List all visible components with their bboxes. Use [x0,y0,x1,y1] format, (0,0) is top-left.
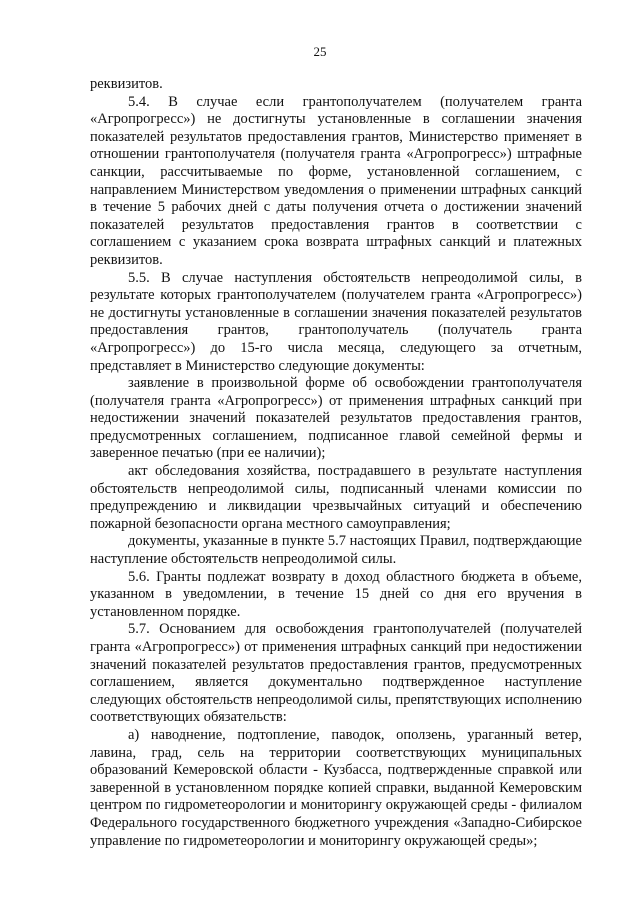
paragraph-5-5-statement: заявление в произвольной форме об освобождении грантополучателя (получателя гранта «Агропрогресс») от применения штрафных санкций при недостижении значений показателей результатов предоставления грантов, предусмотренных соглашением, подписанное главой семейной фермы и заверенное печатью (при ее наличии); [90,375,582,462]
paragraph-continuation: реквизитов. [90,76,163,92]
paragraph-5-4: 5.4. В случае если грантополучателем (получателем гранта «Агропрогресс») не достигнуты установленные в соглашении значения показателей результатов предоставления грантов, Министерство применяет в отношении грантополучателя (получателя гранта «Агропрогресс») штрафные санкции, рассчитываемые по форме, установленной соглашением, с направлением Министерством уведомления о применении штрафных санкций в течение 5 рабочих дней с даты получения отчета о достижении значений показателей результатов предоставления грантов в соответствии с соглашением с указанием срока возврата штрафных санкций и платежных реквизитов. [90,93,582,268]
paragraph-5-5-act: акт обследования хозяйства, пострадавшего в результате наступления обстоятельств непреодолимой силы, подписанный членами комиссии по предупреждению и ликвидации чрезвычайных ситуаций и обеспечению пожарной безопасности органа местного самоуправления; [90,463,582,532]
paragraph-5-7: 5.7. Основанием для освобождения грантополучателей (получателей гранта «Агропрогресс») от применения штрафных санкций при недостижении значений показателей результатов предоставления грантов, предусмотренных соглашением, является документально подтвержденное наступление следующих обстоятельств непреодолимой силы, препятствующих исполнению соответствующих обязательств: [90,621,582,726]
paragraph-5-5: 5.5. В случае наступления обстоятельств непреодолимой силы, в результате которых грантополучателем (получателем гранта «Агропрогресс») не достигнуты установленные в соглашении значения показателей результатов предоставления грантов, грантополучатель (получатель гранта «Агропрогресс») до 15-го числа месяца, следующего за отчетным, представляет в Министерство следующие документы: [90,269,582,374]
paragraph-5-6: 5.6. Гранты подлежат возврату в доход областного бюджета в объеме, указанном в уведомлении, в течение 15 дней со дня его вручения в установленном порядке. [90,568,582,620]
document-body [90,76,582,850]
page-number: 25 [313,44,327,59]
paragraph-5-7-a: а) наводнение, подтопление, паводок, оползень, ураганный ветер, лавина, град, сель на территории соответствующих муниципальных образований Кемеровской области - Кузбасса, подтвержденные справкой или заверенной в установленном порядке копией справки, выданной Кемеровским центром по гидрометеорологии и мониторингу окружающей среды - филиалом Федерального государственного бюджетного учреждения «Западно-Сибирское управление по гидрометеорологии и мониторингу окружающей среды»; [90,726,582,849]
paragraph-5-5-documents: документы, указанные в пункте 5.7 настоящих Правил, подтверждающие наступление обстоятельств непреодолимой силы. [90,533,582,568]
